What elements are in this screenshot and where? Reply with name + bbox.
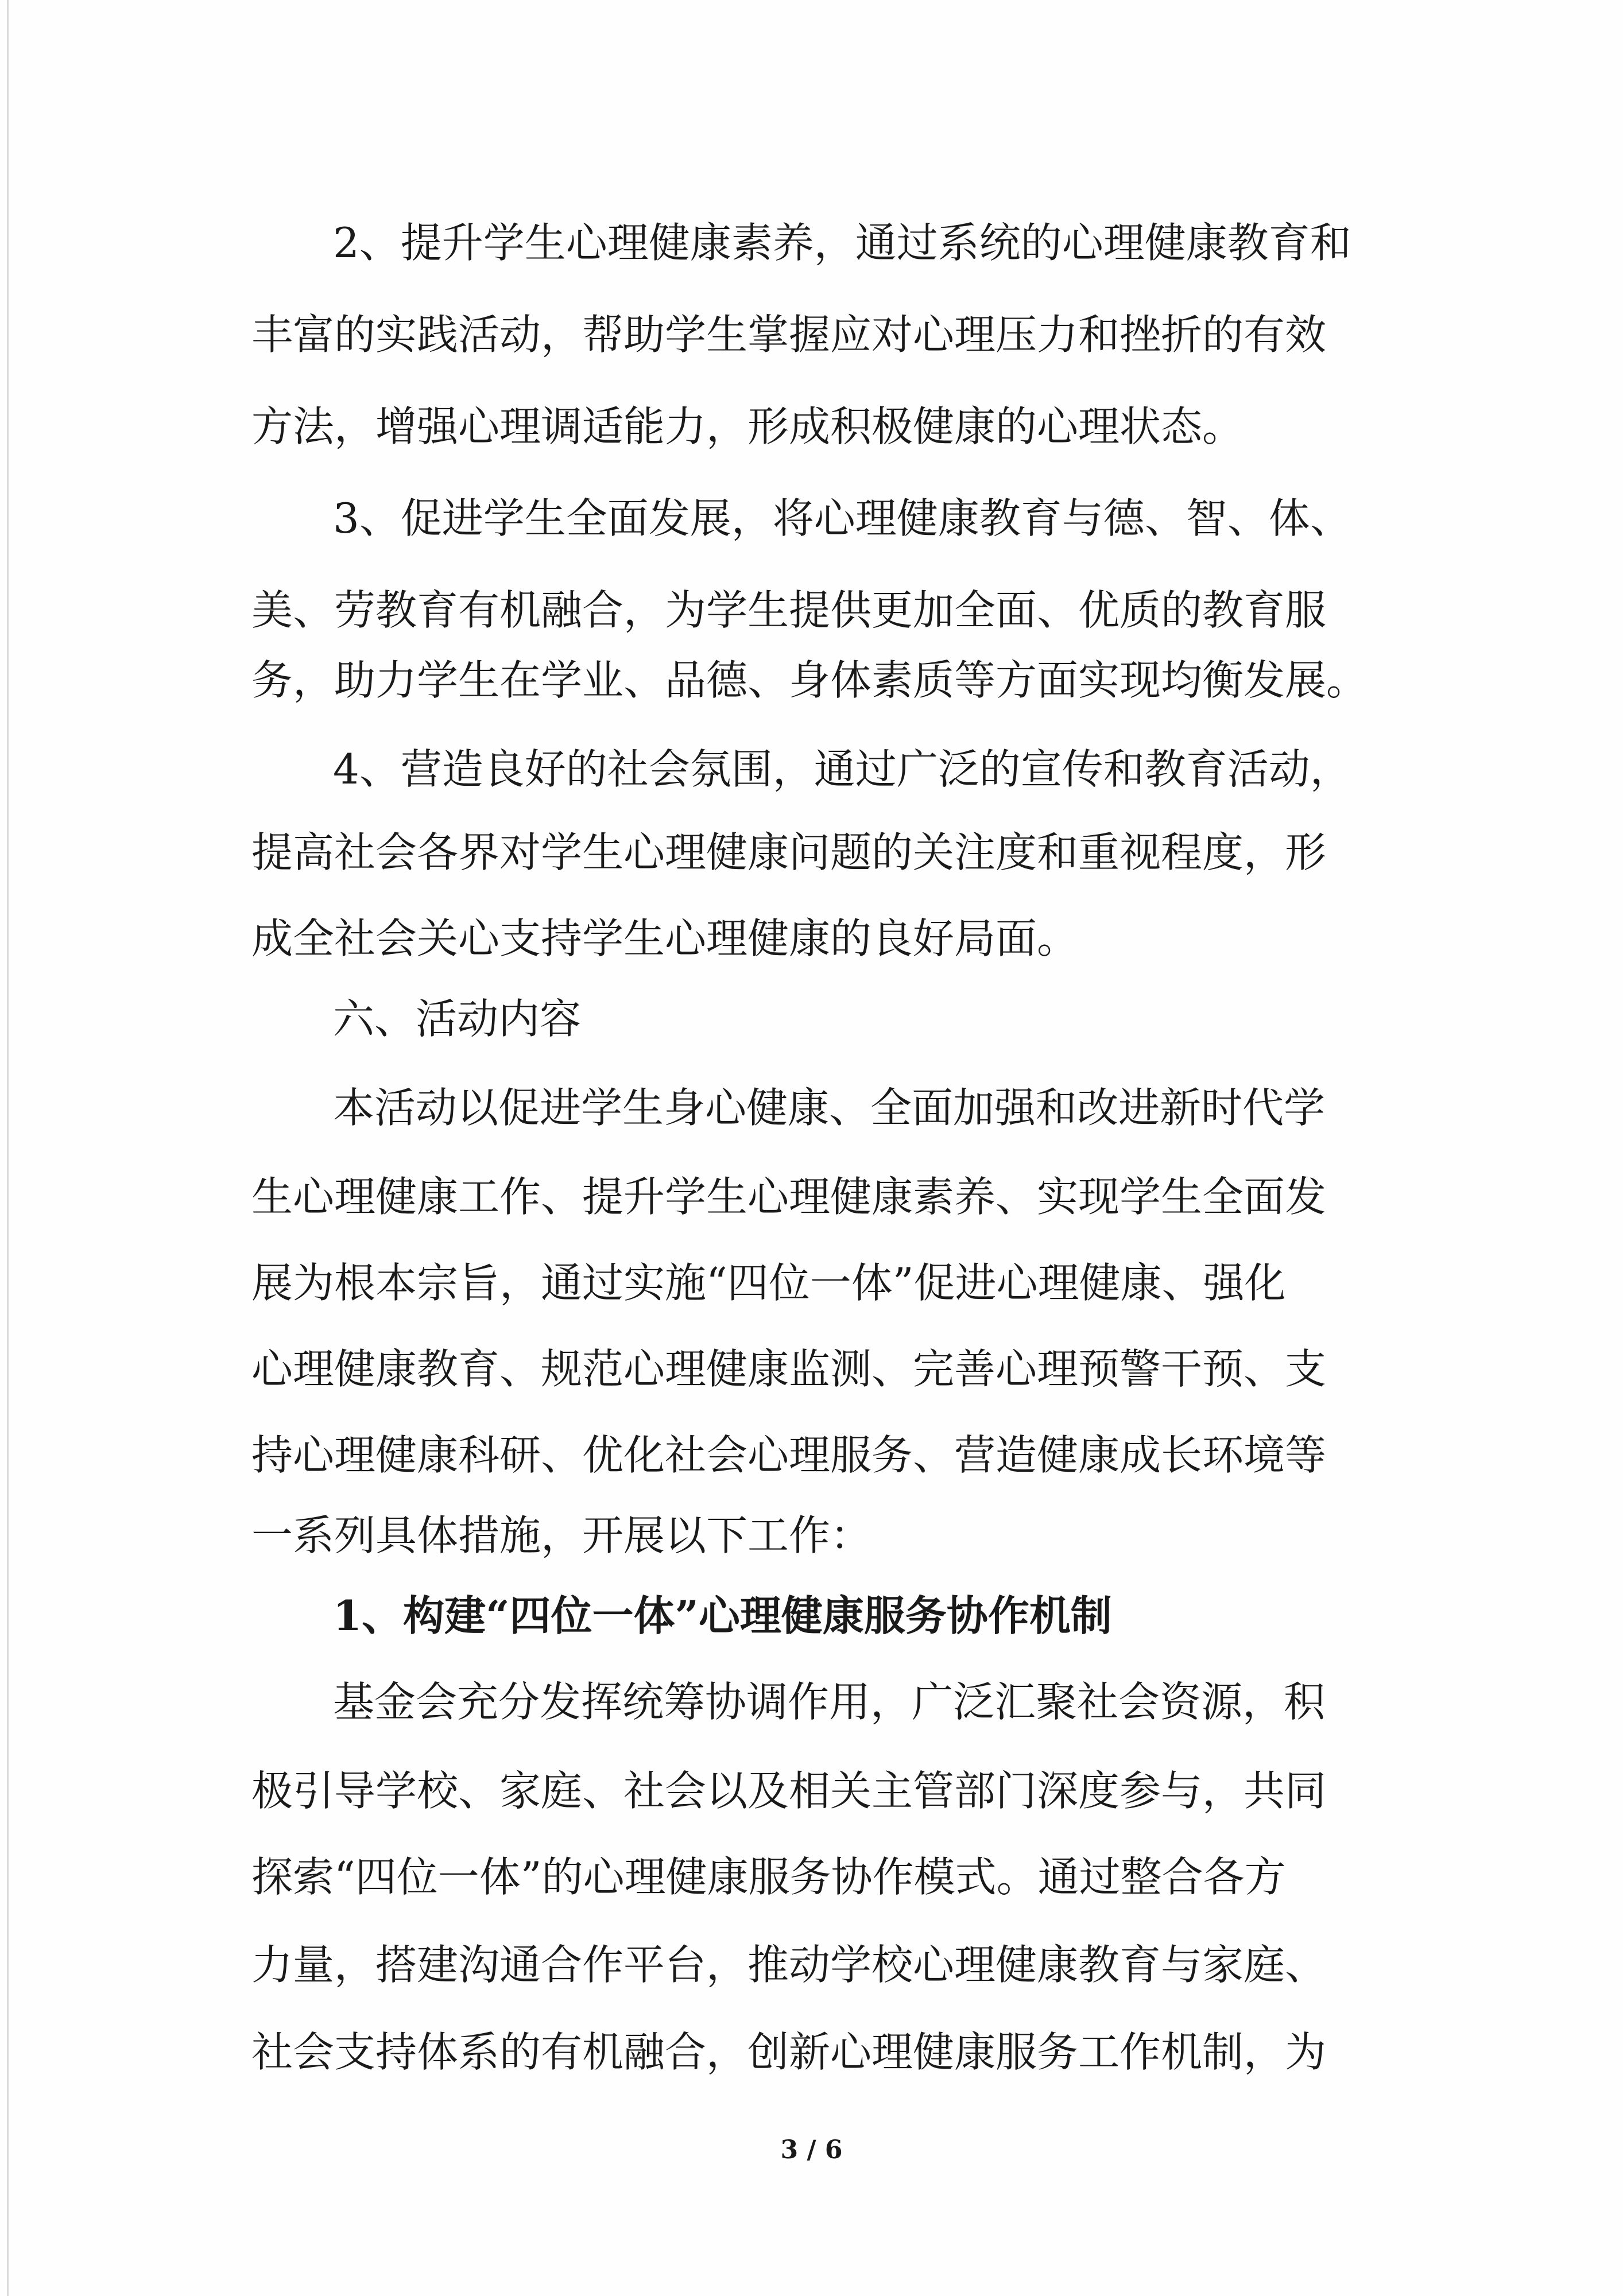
paragraph-line: 心理健康教育、规范心理健康监测、完善心理预警干预、支 [251, 1345, 1327, 1393]
paragraph-line: 成全社会关心支持学生心理健康的良好局面。 [251, 914, 1079, 963]
subsection-heading: 1、构建“四位一体”心理健康服务协作机制 [333, 1591, 1112, 1640]
paragraph-line: 基金会充分发挥统筹协调作用，广泛汇聚社会资源，积 [333, 1678, 1326, 1726]
paragraph-line: 务，助力学生在学业、品德、身体素质等方面实现均衡发展。 [251, 656, 1368, 704]
paragraph-line: 极引导学校、家庭、社会以及相关主管部门深度参与，共同 [251, 1767, 1327, 1815]
paragraph-line: 生心理健康工作、提升学生心理健康素养、实现学生全面发 [251, 1173, 1327, 1221]
paragraph-line: 展为根本宗旨，通过实施“四位一体”促进心理健康、强化 [251, 1259, 1286, 1307]
paragraph-line: 方法，增强心理调适能力，形成积极健康的心理状态。 [251, 402, 1244, 451]
paragraph-line: 本活动以促进学生身心健康、全面加强和改进新时代学 [333, 1084, 1326, 1132]
paragraph-line: 3、促进学生全面发展，将心理健康教育与德、智、体、 [333, 494, 1351, 542]
page-number: 3 / 6 [780, 2135, 843, 2165]
paragraph-line: 持心理健康科研、优化社会心理服务、营造健康成长环境等 [251, 1431, 1327, 1479]
section-heading: 六、活动内容 [333, 995, 582, 1043]
scan-edge-line [7, 0, 9, 2296]
paragraph-line: 提高社会各界对学生心理健康问题的关注度和重视程度，形 [251, 828, 1327, 876]
paragraph-line: 一系列具体措施，开展以下工作： [251, 1511, 872, 1560]
paragraph-line: 丰富的实践活动，帮助学生掌握应对心理压力和挫折的有效 [251, 311, 1327, 359]
paragraph-line: 社会支持体系的有机融合，创新心理健康服务工作机制，为 [251, 2028, 1327, 2076]
paragraph-line: 2、提升学生心理健康素养，通过系统的心理健康教育和 [333, 219, 1351, 267]
paragraph-line: 4、营造良好的社会氛围，通过广泛的宣传和教育活动， [333, 745, 1351, 793]
paragraph-line: 探索“四位一体”的心理健康服务协作模式。通过整合各方 [251, 1853, 1286, 1901]
paragraph-line: 力量，搭建沟通合作平台，推动学校心理健康教育与家庭、 [251, 1941, 1327, 1989]
paragraph-line: 美、劳教育有机融合，为学生提供更加全面、优质的教育服 [251, 586, 1327, 634]
